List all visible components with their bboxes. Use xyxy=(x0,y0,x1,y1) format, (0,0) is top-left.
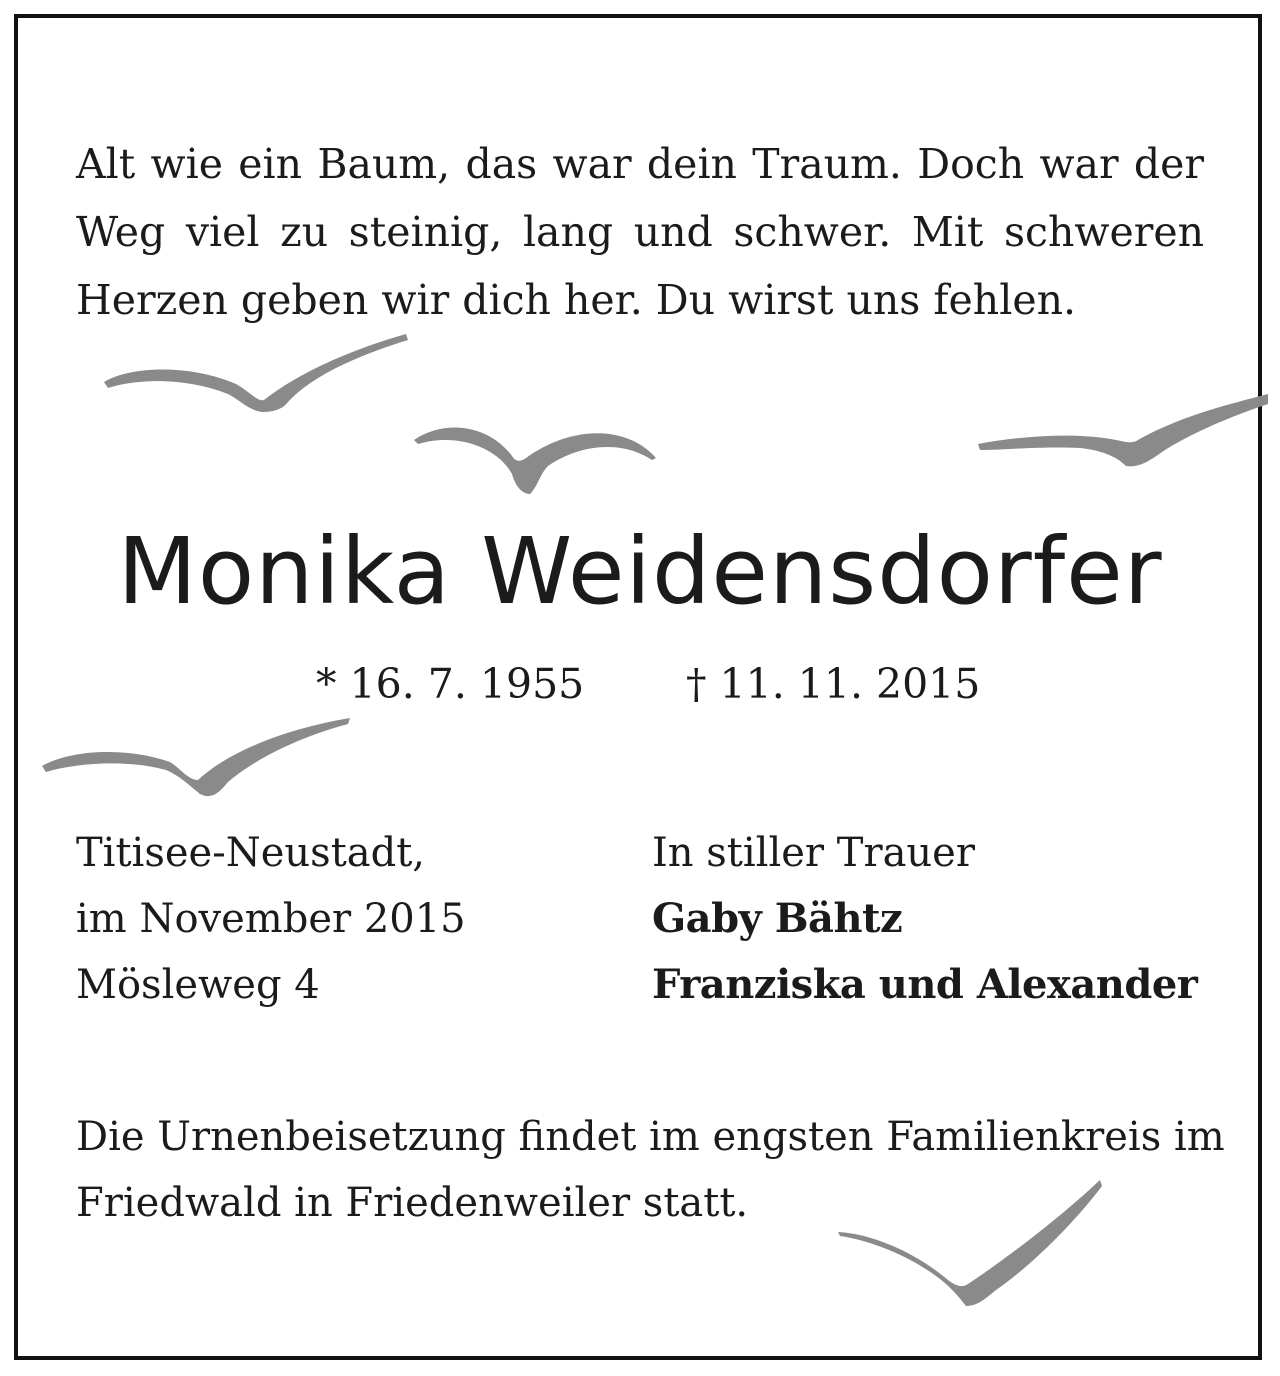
mourning-intro: In stiller Trauer xyxy=(652,830,975,876)
place-line-1: Titisee-Neustadt, xyxy=(76,830,426,876)
verse-line-3: Herzen geben wir dich her. Du wirst uns fehlen. xyxy=(76,276,1077,324)
verse-line-2: Weg viel zu steinig, lang und schwer. Mit schweren xyxy=(76,208,1204,256)
deceased-name: Monika Weidensdorfer xyxy=(117,518,1163,625)
place-and-date xyxy=(76,820,466,1018)
seagull-icon-3 xyxy=(978,394,1268,466)
notice-line-2: Friedwald in Friedenweiler statt. xyxy=(76,1180,749,1226)
seagull-icon-1 xyxy=(104,334,408,412)
seagull-icon-2 xyxy=(414,427,656,494)
death-date: † 11. 11. 2015 xyxy=(686,660,981,708)
address-line: Mösleweg 4 xyxy=(76,962,320,1008)
notice-line-1: Die Urnenbeisetzung findet im engsten Familienkreis im xyxy=(76,1114,1225,1160)
birth-date: * 16. 7. 1955 xyxy=(316,660,585,708)
memorial-verse xyxy=(76,130,1204,334)
burial-notice xyxy=(76,1104,1225,1236)
place-line-2: im November 2015 xyxy=(76,896,466,942)
mourners-block xyxy=(652,820,1197,1018)
seagull-icon-4 xyxy=(42,718,350,796)
mourner-name-1: Gaby Bähtz xyxy=(652,895,903,942)
verse-line-1: Alt wie ein Baum, das war dein Traum. Doch war der xyxy=(76,140,1204,188)
mourner-name-2: Franziska und Alexander xyxy=(652,961,1198,1008)
